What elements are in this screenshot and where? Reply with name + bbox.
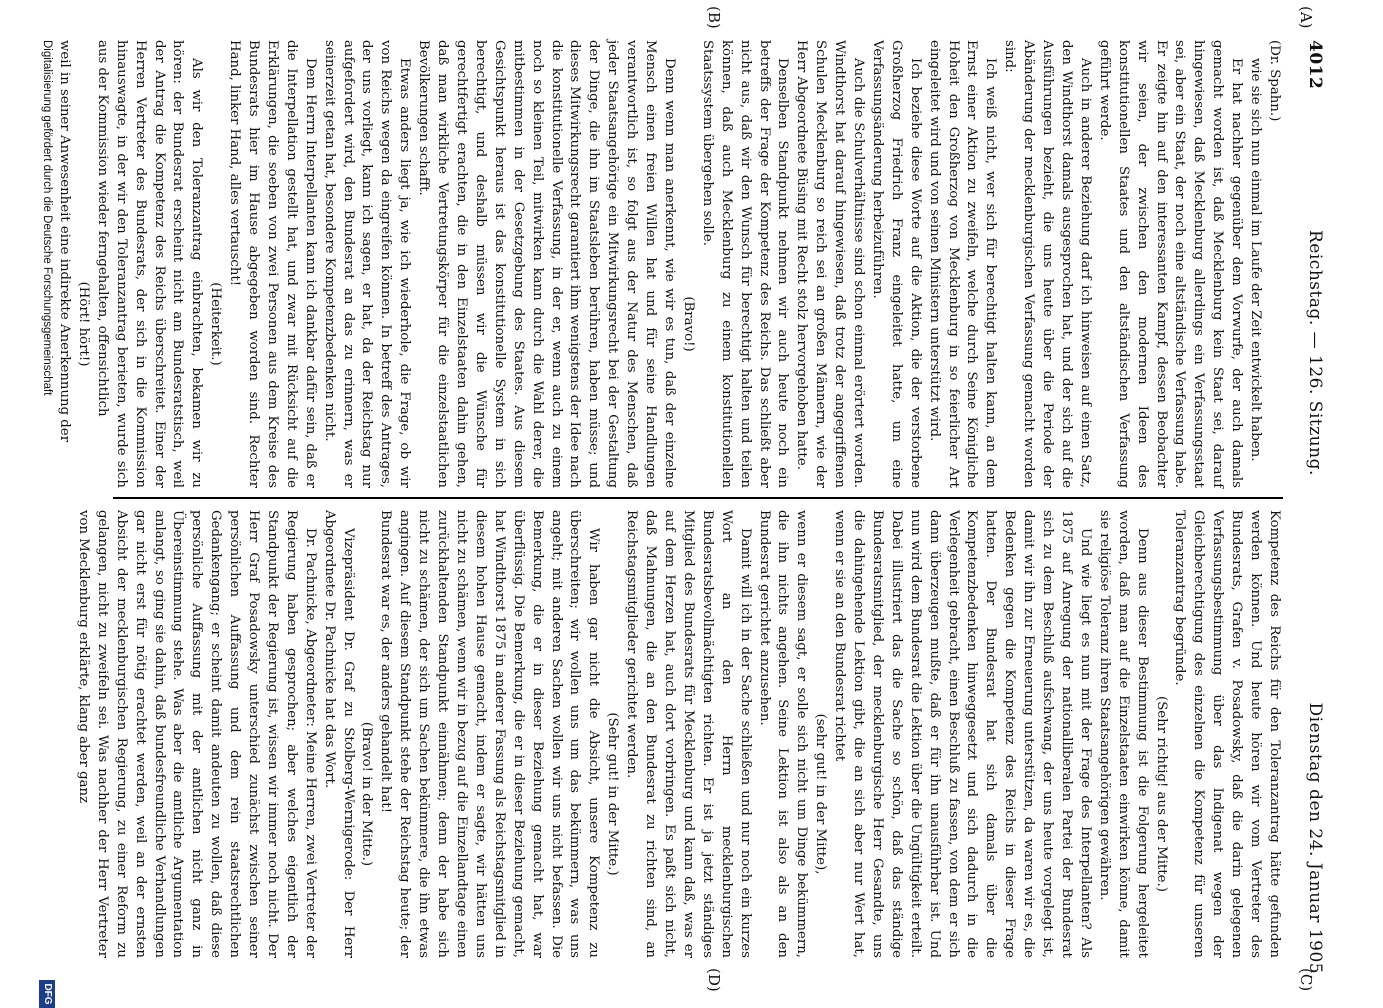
session-date: Dienstag den 24. Januar 1905. xyxy=(1305,702,1325,980)
paragraph: Ich beziehe diese Worte auf die Aktion, die der verstorbene Großherzog Friedrich Franz eingeleitet hatte, um eine Verfassungsänderung herbeizuführen. xyxy=(869,40,923,488)
page-number: 4012 xyxy=(1305,40,1325,90)
column-divider xyxy=(113,497,1283,499)
paragraph: Dem Herrn Interpellanten kann ich dankbar dafür sein, daß er die Interpellation gestellt hat, und zwar mit Rücksicht auf die Erklärungen, die soeben von zwei Personen aus dem Kreise des Bundesrats hier im Hause abgegeben worden sind. Rechter Hand, linker Hand, alles vertauscht! xyxy=(227,40,318,488)
speaker-continuation: (Dr. Spahn.) xyxy=(1267,40,1282,122)
paragraph: Wir haben gar nicht die Absicht, unsere Kompetenz zu überschreiten; wir wollen uns um das bekümmern, was uns angeht; mit anderen Sachen wollen wir uns nicht befassen. Die Bemerkung, die er in dieser Beziehung gemacht hat, war überflüssig. Die Bemerkung, die er in dieser Beziehung gemacht, hat Windthorst 1875 in anderer Fassung als Reichstagsmitglied in diesem hohen Hause gemacht, indem er sagte, wir hätten uns nicht zu schämen, wenn wir in bezug auf die Einzellandtage einen zurückhaltenden Standpunkt einnähmen; denn der habe sich nicht zu schämen, der sich um Sachen bekümmere, die ihn etwas angingen. Auf diesem Standpunkt stehe der Reichstag heute; der Bundesrat war es, der anders gehandelt hat! xyxy=(378,510,602,958)
paragraph: wie sie sich nun einmal im Laufe der Zeit entwickelt haben. xyxy=(1248,58,1264,462)
digitization-footer xyxy=(35,40,55,1005)
paragraph: weil in seiner Anwesenheit eine indirekte Anerkennung der xyxy=(57,40,72,443)
paragraph: Denn wenn man anerkennt, wie wir es tun, daß der einzelne Mensch einen freien Willen hat und für seine Handlungen verantwortlich ist, so folgt aus der Natur des Menschen, daß jeder Staatsangehörige ein Mitwirkungsrecht bei der Gestaltung der Dinge, die ihn im Staatsleben berühren, haben müsse; und dieses Mitwirkungsrecht garantiert ihm wenigstens der Idee nach die konstitutionelle Verfassung, in der er, wenn auch zu einem noch so kleinen Teil, mitwirken kann durch die Wahl derer, die mitbestimmen in der Gesetzgebung des Staates. Aus diesem Gesichtspunkt heraus ist das konstitutionelle System in sich berechtigt, und deshalb müssen wir die Wünsche für gerechtfertigt erachten, die in den Einzelstaaten dahin gehen, daß man wirkliche Vertretungskörper für die einzelstaatlichen Bevölkerungen schafft. xyxy=(416,40,677,488)
paragraph: Und wie liegt es nun mit der Frage des Interpellanten? Als 1875 auf Anregung der nationalliberalen Partei der Bundesrat sich zu dem Beschluß aufschwang, der uns heute vorgelegt ist, damit wir ihn zur Erneuerung unterstützen, da waren wir es, die Bedenken gegen die Kompetenz des Reichs in dieser Frage hatten. Der Bundesrat hat sich damals über die Kompetenzbedenken hinweggesetzt und sich dadurch in die Verlegenheit gebracht, einen Beschluß zu fassen, von dem er sich dann überzeugen mußte, daß er für ihn unausführbar ist. Und nun wird dem Bundesrat die Lektion über die Ungültigkeit erteilt. Dabei illustriert das die Sache so schön, daß das ständige Bundesratsmitglied, der mecklenburgische Herr Gesandte, uns die dahingehende Lektion gibt, die an sich aber nur Wert hat, wenn er sie an den Bundesrat richtet xyxy=(832,510,1093,958)
interjection: (Bravo!) xyxy=(680,296,696,352)
funding-note: Digitalisierung gefördert durch die Deutsche Forschungsgemeinschaft xyxy=(41,40,53,396)
paragraph: Auch in anderer Beziehung darf ich hinweisen auf einen Satz, den Windthorst damals ausgesprochen hat, und der sich auf die Ausführungen bezieht, die uns heute über die Periode der Abänderung der mecklenburgischen Verfassung gemacht worden sind: xyxy=(1002,40,1093,488)
interjection: (sehr gut! in der Mitte), xyxy=(813,713,829,875)
presiding-announcement: Vizepräsident Dr. Graf zu Stolberg-Wernigerode: Der Herr Abgeordnete Dr. Pachnicke hat das Wort. xyxy=(321,510,356,958)
dfg-logo: DFG xyxy=(39,980,55,1008)
paragraph: wenn er diesem sagt, er solle sich nicht um Dinge bekümmern, die ihn nichts angehen. Seine Lektion ist also als an den Bundesrat gerichtet anzusehen. xyxy=(756,510,810,958)
margin-mark-b: (B) xyxy=(705,6,723,29)
paragraph: Denselben Standpunkt nehmen wir auch heute noch ein betreffs der Frage der Kompetenz des Reichs. Das schließt aber nicht aus, daß wir den Wunsch für berechtigt halten und teilen können, daß auch Mecklenburg zu einem konstitutionellen Staatssystem übergehen solle. xyxy=(699,40,791,488)
interjection: (Heiterkeit.) xyxy=(208,282,224,366)
paragraph: Kompetenz des Reichs für den Toleranzantrag hätte gefunden werden können. Und heute hören wir vom Vertreter des Bundesrats, Grafen v. Posadowsky, daß die darin gelegenen Verfassungsbestimmung über das Indigenat wegen der Gleichberechtigung des einzelnen die Kompetenz für unseren Toleranzantrag begründe. xyxy=(1172,510,1282,958)
left-column xyxy=(54,40,1283,488)
paragraph: Etwas anders liegt ja, wie ich wiederhole, die Frage, ob wir von Reichs wegen da eingreifen können. In betreff des Antrages, der uns vorliegt, kann ich sagen, er hat, da der Reichstag nur aufgefordert wird, den Bundesrat an das zu erinnern, was er seinerzeit getan hat, besondere Kompetenzbedenken nicht. xyxy=(321,40,413,488)
paragraph: Damit will ich in der Sache schließen und nur noch ein kurzes Wort an den Herrn mecklenburgischen Bundesratsbevollmächtigten richten. Er ist ja jetzt ständiges Mitglied des Bundesrats für Mecklenburg und kann daß, was er auf dem Herzen hat, auch dort vorbringen. Es paßt sich nicht, daß Mahnungen, die an den Bundesrat zu richten sind, an Reichstagsmitglieder gerichtet werden. xyxy=(624,510,753,958)
interjection: (Sehr richtig! aus der Mitte.) xyxy=(1153,696,1169,892)
paragraph: Denn aus dieser Bestimmung ist die Folgerung hergeleitet worden, daß man auf die Einzelstaaten einwirken könne, damit sie religiöse Toleranz ihren Staatsangehörigen gewähren. xyxy=(1096,510,1150,958)
paragraph: Auch die Schulverhältnisse sind schon einmal erörtert worden. Windthorst hat darauf hingewiesen, daß trotz der angegriffenen Schulen Mecklenburg so reich sei an großen Männern, wie der Herr Abgeordnete Büsing mit Recht stolz hervorgehoben hatte. xyxy=(794,40,867,488)
interjection: (Bravo! in der Mitte.) xyxy=(359,721,375,867)
margin-mark-d: (D) xyxy=(705,968,723,992)
session-title: Reichstag. — 126. Sitzung. xyxy=(1305,230,1325,476)
speech-paragraph: Dr. Pachnicke, Abgeordneter: Meine Herren, zwei Vertreter der Regierung haben gesprochen; aber welches eigentlich der Standpunkt der Regierung ist, wissen wir immer noch nicht. Der Herr Graf Posadowsky unterschied zunächst zwischen seiner persönlichen Auffassung und dem rein staatsrechtlichen Gedankengang; er scheint damit andeuten zu wollen, daß diese persönliche Auffassung mit der amtlichen nicht ganz in Übereinstimmung stehe. Was aber die amtliche Argumentation anlangt, so ging sie dahin, daß bundesfreundliche Verhandlungen gar nicht erst für nötig erachtet werden, weil an der ernsten Absicht der mecklenburgischen Regierung, zu einer Reform zu gelangen, nicht zu zweifeln sei. Was nachher der Herr Vertreter von Mecklenburg erklärte, klang aber ganz xyxy=(75,510,318,958)
paragraph: Als wir den Toleranzantrag einbrachten, bekamen wir zu hören: der Bundesrat erscheint nicht am Bundesratstisch, weil der Antrag die Kompetenz des Reichs überschreitet. Einer der Herren Vertreter des Bundesrats, der sich in die Kommission hinauswagte, in der wir den Toleranzantrag berieten, wurde sich aus der Kommission wieder ferngehalten, offensichtlich xyxy=(94,40,205,488)
quote-paragraph: Ich weiß nicht, wer sich für berechtigt halten kann, an dem Ernst einer Aktion zu zweifeln, welche durch Seine Königliche Hoheit den Großherzog von Mecklenburg in so feierlicher Art eingeleitet wird und von seinen Ministern unterstützt wird. xyxy=(926,40,999,488)
margin-mark-a: (A) xyxy=(1297,6,1315,29)
paragraph: Er hat nachher gegenüber dem Vorwurfe, der auch damals gemacht worden ist, daß Mecklenburg kein Staat sei, darauf hingewiesen, daß Mecklenburg allerdings ein Verfassungsstaat sei, aber ein Staat, der noch eine altständische Verfassung habe. Er zeigte hin auf den interessanten Kampf, dessen Beobachter wir seien, der zwischen den modernen Ideen des konstitutionellen Staates und den altständischen Verfassung geführt werde. xyxy=(1096,40,1245,488)
margin-mark-c: (C) xyxy=(1297,968,1315,992)
right-column xyxy=(73,510,1283,958)
interjection: (Hört! hört!) xyxy=(75,281,91,367)
interjection: (Sehr gut! in der Mitte.) xyxy=(605,712,621,876)
page-header xyxy=(1293,40,1325,980)
